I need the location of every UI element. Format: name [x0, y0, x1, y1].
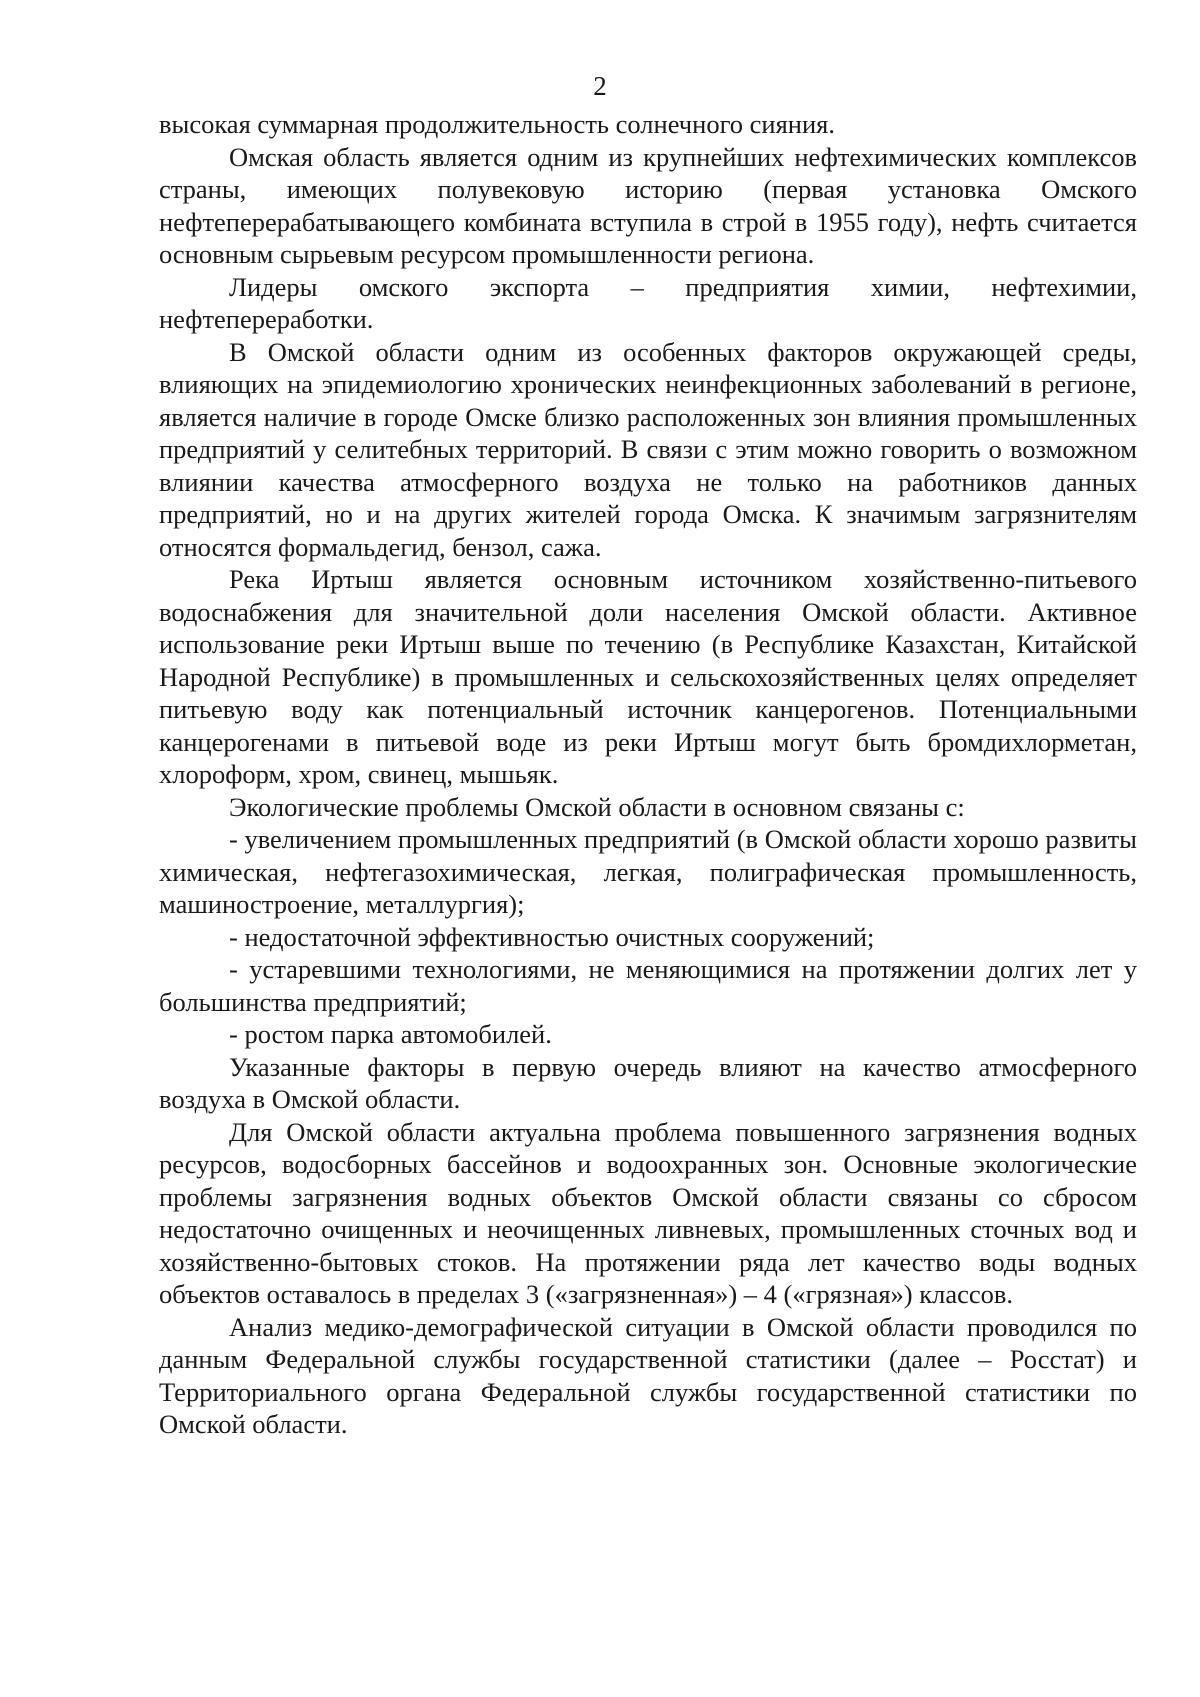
- page-number: 2: [593, 71, 607, 101]
- paragraph-5: Река Иртыш является основным источником хозяйственно-питьевого водоснабжения для значительной доли населения Омской области. Активное использование реки Иртыш выше по течению (в Республике Казахстан, Китайской Народной Республике) в промышленных и сельскохозяйственных целях определяет питьевую воду как потенциальный источник канцерогенов. Потенциальными канцерогенами в питьевой воде из реки Иртыш могут быть бромдихлорметан, хлороформ, хром, свинец, мышьяк.: [159, 564, 1137, 789]
- paragraph-6: Экологические проблемы Омской области в основном связаны с:: [229, 791, 965, 822]
- paragraph-1: высокая суммарная продолжительность солнечного сияния.: [159, 109, 835, 139]
- paragraph-3: Лидеры омского экспорта – предприятия химии, нефтехимии, нефтепереработки.: [159, 271, 1137, 334]
- document-body: [159, 108, 1137, 1441]
- paragraph-7: Указанные факторы в первую очередь влияют на качество атмосферного воздуха в Омской области.: [159, 1051, 1137, 1114]
- list-item-2: - недостаточной эффективностью очистных сооружений;: [229, 921, 875, 952]
- paragraph-2: Омская область является одним из крупнейших нефтехимических комплексов страны, имеющих полувековую историю (первая установка Омского нефтеперерабатывающего комбината вступила в строй в 1955 году), нефть считается основным сырьевым ресурсом промышленности региона.: [159, 141, 1137, 269]
- list-item-1: - увеличением промышленных предприятий (в Омской области хорошо развиты химическая, нефтегазохимическая, легкая, полиграфическая промышленность, машиностроение, металлургия);: [159, 824, 1137, 919]
- paragraph-4: В Омской области одним из особенных факторов окружающей среды, влияющих на эпидемиологию хронических неинфекционных заболеваний в регионе, является наличие в городе Омске близко расположенных зон влияния промышленных предприятий у селитебных территорий. В связи с этим можно говорить о возможном влиянии качества атмосферного воздуха не только на работников данных предприятий, но и на других жителей города Омска. К значимым загрязнителям относятся формальдегид, бензол, сажа.: [159, 336, 1137, 562]
- paragraph-8: Для Омской области актуальна проблема повышенного загрязнения водных ресурсов, водосборных бассейнов и водоохранных зон. Основные экологические проблемы загрязнения водных объектов Омской области связаны со сбросом недостаточно очищенных и неочищенных ливневых, промышленных сточных вод и хозяйственно-бытовых стоков. На протяжении ряда лет качество воды водных объектов оставалось в пределах 3 («загрязненная») – 4 («грязная») классов.: [159, 1116, 1137, 1309]
- list-item-4: - ростом парка автомобилей.: [229, 1019, 552, 1049]
- list-item-3: - устаревшими технологиями, не меняющимися на протяжении долгих лет у большинства предприятий;: [159, 954, 1137, 1017]
- paragraph-9: Анализ медико-демографической ситуации в Омской области проводился по данным Федеральной службы государственной статистики (далее – Росстат) и Территориального органа Федеральной службы государственной статистики по Омской области.: [159, 1311, 1137, 1439]
